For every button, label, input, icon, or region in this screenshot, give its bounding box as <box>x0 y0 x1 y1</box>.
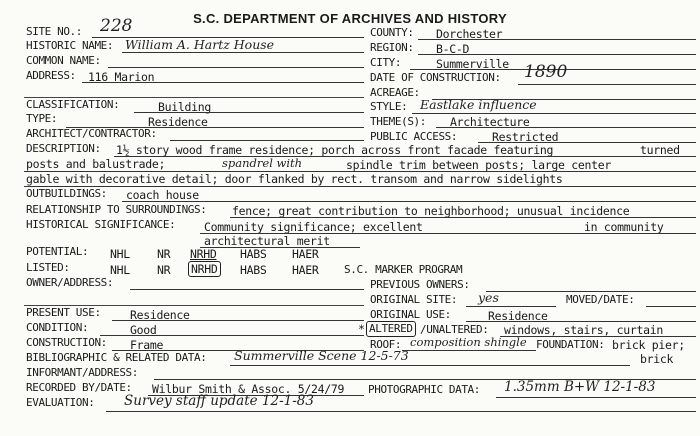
listed-habs: HABS <box>240 263 267 277</box>
altered-option: ALTERED <box>366 321 416 337</box>
county-label: COUNTY: <box>370 26 414 39</box>
description-line-2-end: spindle trim between posts; large center <box>346 158 611 172</box>
architect-line <box>170 140 364 141</box>
common-name-line <box>108 67 364 68</box>
site-no-label: SITE NO.: <box>26 25 83 38</box>
historical-significance-value-2: architectural merit <box>204 234 330 248</box>
present-use-label: PRESENT USE: <box>26 306 101 319</box>
potential-nrhd: NRHD <box>190 247 217 261</box>
date-construction-label: DATE OF CONSTRUCTION: <box>370 71 501 84</box>
evaluation-line <box>106 411 696 412</box>
historic-name-line <box>122 52 364 53</box>
previous-owners-line <box>486 291 696 292</box>
description-line-2-start: posts and balustrade; <box>26 157 166 171</box>
condition-label: CONDITION: <box>26 321 89 334</box>
listed-nrhd: NRHD <box>188 261 221 277</box>
outbuildings-line <box>122 201 696 202</box>
date-construction-value: 1890 <box>524 62 568 82</box>
public-access-label: PUBLIC ACCESS: <box>370 130 458 143</box>
evaluation-label: EVALUATION: <box>26 396 95 409</box>
owner-label: OWNER/ADDRESS: <box>26 276 114 289</box>
moved-date-label: MOVED/DATE: <box>566 293 635 306</box>
county-line <box>418 39 696 40</box>
description-label: DESCRIPTION: <box>26 142 101 155</box>
photographic-line <box>496 397 696 398</box>
condition-line <box>100 335 364 336</box>
roof-label: ROOF: <box>370 338 402 351</box>
classification-value: Building <box>158 100 211 114</box>
acreage-label: ACREAGE: <box>370 86 420 99</box>
potential-nr: NR <box>157 247 171 261</box>
classification-line <box>134 112 364 113</box>
photographic-label: PHOTOGRAPHIC DATA: <box>368 383 481 396</box>
biblio-value: Summerville Scene 12-5-73 <box>234 348 409 363</box>
potential-nhl: NHL <box>110 247 130 261</box>
owner-line <box>130 289 364 290</box>
original-use-label: ORIGINAL USE: <box>370 308 451 321</box>
informant-label: INFORMANT/ADDRESS: <box>26 366 139 379</box>
potential-habs: HABS <box>240 247 267 261</box>
historical-significance-value-1-end: in community <box>584 220 664 234</box>
altered-value: windows, stairs, curtain <box>504 323 663 337</box>
themes-label: THEME(S): <box>370 115 427 128</box>
common-name-label: COMMON NAME: <box>26 54 101 67</box>
historical-significance-label: HISTORICAL SIGNIFICANCE: <box>26 218 176 231</box>
asterisk-mark: * <box>358 322 365 336</box>
description-line-1-end: turned <box>640 143 680 157</box>
address-value: 116 Marion <box>88 70 155 84</box>
style-value: Eastlake influence <box>420 97 537 112</box>
recorded-value: Wilbur Smith & Assoc. 5/24/79 <box>152 382 345 396</box>
historical-significance-value-1: Community significance; excellent <box>204 220 423 234</box>
themes-line <box>436 127 696 128</box>
marker-program-label: S.C. MARKER PROGRAM <box>344 263 463 276</box>
historic-name-label: HISTORIC NAME: <box>26 39 114 52</box>
region-value: B-C-D <box>436 42 470 56</box>
themes-value: Architecture <box>450 115 530 129</box>
relationship-value: fence; great contribution to neighborhood; unusual incidence <box>232 204 630 218</box>
biblio-label: BIBLIOGRAPHIC & RELATED DATA: <box>26 351 207 364</box>
roof-line <box>402 350 536 351</box>
present-use-value: Residence <box>130 308 190 322</box>
photographic-value: 1.35mm B+W 12-1-83 <box>504 379 656 395</box>
listed-nr: NR <box>157 263 171 277</box>
original-use-line <box>466 321 696 322</box>
address-line <box>82 82 364 83</box>
construction-label: CONSTRUCTION: <box>26 336 107 349</box>
foundation-value-1: brick pier; <box>612 338 685 352</box>
biblio-line <box>230 365 630 366</box>
description-line-2-handwritten: spandrel with <box>222 156 303 170</box>
relationship-label: RELATIONSHIP TO SURROUNDINGS: <box>26 203 207 216</box>
foundation-label: FOUNDATION: <box>536 338 605 351</box>
potential-haer: HAER <box>292 247 319 261</box>
description-underline-1 <box>114 156 696 157</box>
moved-date-line <box>646 306 696 307</box>
relationship-line <box>230 217 696 218</box>
site-no-value: 228 <box>100 16 133 36</box>
listed-label: LISTED: <box>26 261 70 274</box>
region-label: REGION: <box>370 41 414 54</box>
evaluation-value: Survey staff update 12-1-83 <box>124 393 314 409</box>
original-site-value: yes <box>478 290 499 305</box>
roof-value: composition shingle <box>410 335 527 349</box>
original-use-value: Residence <box>488 309 548 323</box>
city-value: Summerville <box>436 57 509 71</box>
potential-label: POTENTIAL: <box>26 245 89 258</box>
form-header: S.C. DEPARTMENT OF ARCHIVES AND HISTORY <box>193 11 507 26</box>
original-site-label: ORIGINAL SITE: <box>370 293 458 306</box>
construction-value: Frame <box>130 338 164 352</box>
style-label: STYLE: <box>370 100 408 113</box>
historic-name-value: William A. Hartz House <box>125 37 275 52</box>
county-value: Dorchester <box>436 27 503 41</box>
address-label: ADDRESS: <box>26 69 76 82</box>
date-construction-line <box>518 84 696 85</box>
recorded-label: RECORDED BY/DATE: <box>26 381 132 394</box>
outbuildings-value: coach house <box>126 188 199 202</box>
description-underline-3 <box>24 186 696 187</box>
style-line <box>412 113 696 114</box>
condition-value: Good <box>130 323 157 337</box>
classification-label: CLASSIFICATION: <box>26 98 120 111</box>
type-label: TYPE: <box>26 112 58 125</box>
description-line-1: 1½ story wood frame residence; porch across front facade featuring <box>116 143 554 157</box>
city-label: CITY: <box>370 56 402 69</box>
outbuildings-label: OUTBUILDINGS: <box>26 187 107 200</box>
listed-haer: HAER <box>292 263 319 277</box>
listed-nhl: NHL <box>110 263 130 277</box>
original-site-line <box>466 306 556 307</box>
previous-owners-label: PREVIOUS OWNERS: <box>370 278 470 291</box>
historical-significance-line-2 <box>200 247 360 248</box>
public-access-value: Restricted <box>492 130 559 144</box>
foundation-value-2: brick <box>640 352 674 366</box>
architect-label: ARCHITECT/CONTRACTOR: <box>26 127 157 140</box>
unaltered-option: /UNALTERED: <box>420 323 489 336</box>
present-use-line <box>112 320 364 321</box>
altered-line <box>500 336 696 337</box>
description-line-3: gable with decorative detail; door flanked by rect. transom and narrow sidelights <box>26 172 563 186</box>
region-line <box>418 54 696 55</box>
type-value: Residence <box>148 115 208 129</box>
